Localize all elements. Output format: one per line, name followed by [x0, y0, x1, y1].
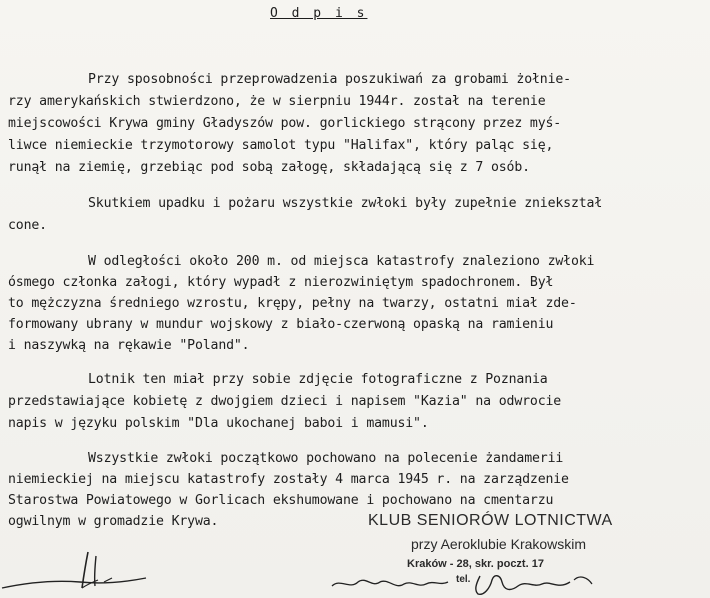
text-line: miejscowości Krywa gminy Gładyszów pow. gorlickiego strącony przez myś-: [8, 116, 562, 131]
text-line: przedstawiające kobietę z dwojgiem dzieci i napisem "Kazia" na odwrocie: [8, 394, 562, 409]
stamp-phone: tel.: [456, 574, 471, 585]
stamp-subtitle: przy Aeroklubie Krakowskim: [411, 536, 587, 552]
text-line: to mężczyzna średniego wzrostu, krępy, pełny na twarzy, ostatni miał zde-: [8, 296, 577, 311]
text-line: napis w języku polskim "Dla ukochanej baboi i mamusi".: [8, 416, 429, 431]
text-line: W odległości około 200 m. od miejsca katastrofy znaleziono zwłoki: [88, 254, 595, 269]
text-line: Wszystkie zwłoki początkowo pochowano na polecenie żandamerii: [88, 451, 564, 466]
text-line: Lotnik ten miał przy sobie zdjęcie fotograficzne z Poznania: [88, 372, 548, 387]
handwritten-signature-left: [0, 538, 150, 598]
text-line: rzy amerykańskich stwierdzono, że w sierpniu 1944r. został na terenie: [8, 94, 546, 109]
text-line: formowany ubrany w mundur wojskowy z biało-czerwoną opaską na ramieniu: [8, 317, 554, 332]
text-line: Starostwa Powiatowego w Gorlicach ekshumowane i pochowano na cmentarzu: [8, 493, 554, 508]
text-line: runął na ziemię, grzebiąc pod sobą załogę, składającą się z 7 osób.: [8, 160, 530, 175]
stamp-address: Kraków - 28, skr. poczt. 17: [407, 558, 544, 570]
text-line: cone.: [8, 218, 47, 233]
text-line: Skutkiem upadku i pożaru wszystkie zwłoki były zupełnie zniekształ: [88, 196, 603, 211]
stamp-title: KLUB SENIORÓW LOTNICTWA: [368, 512, 613, 529]
document-title: O d p i s: [270, 6, 368, 21]
text-line: ogwilnym w gromadzie Krywa.: [8, 514, 219, 529]
text-line: liwce niemieckie trzymotorowy samolot typu "Halifax", który paląc się,: [8, 138, 554, 153]
text-line: Przy sposobności przeprowadzenia poszukiwań za grobami żołnie-: [88, 72, 571, 87]
handwritten-signature-right: [330, 568, 620, 598]
text-line: niemieckiej na miejscu katastrofy zostały 4 marca 1945 r. na zarządzenie: [8, 472, 569, 487]
text-line: i naszywką na rękawie "Poland".: [8, 338, 250, 353]
text-line: ósmego członka załogi, który wypadł z nierozwiniętym spadochronem. Był: [8, 275, 554, 290]
